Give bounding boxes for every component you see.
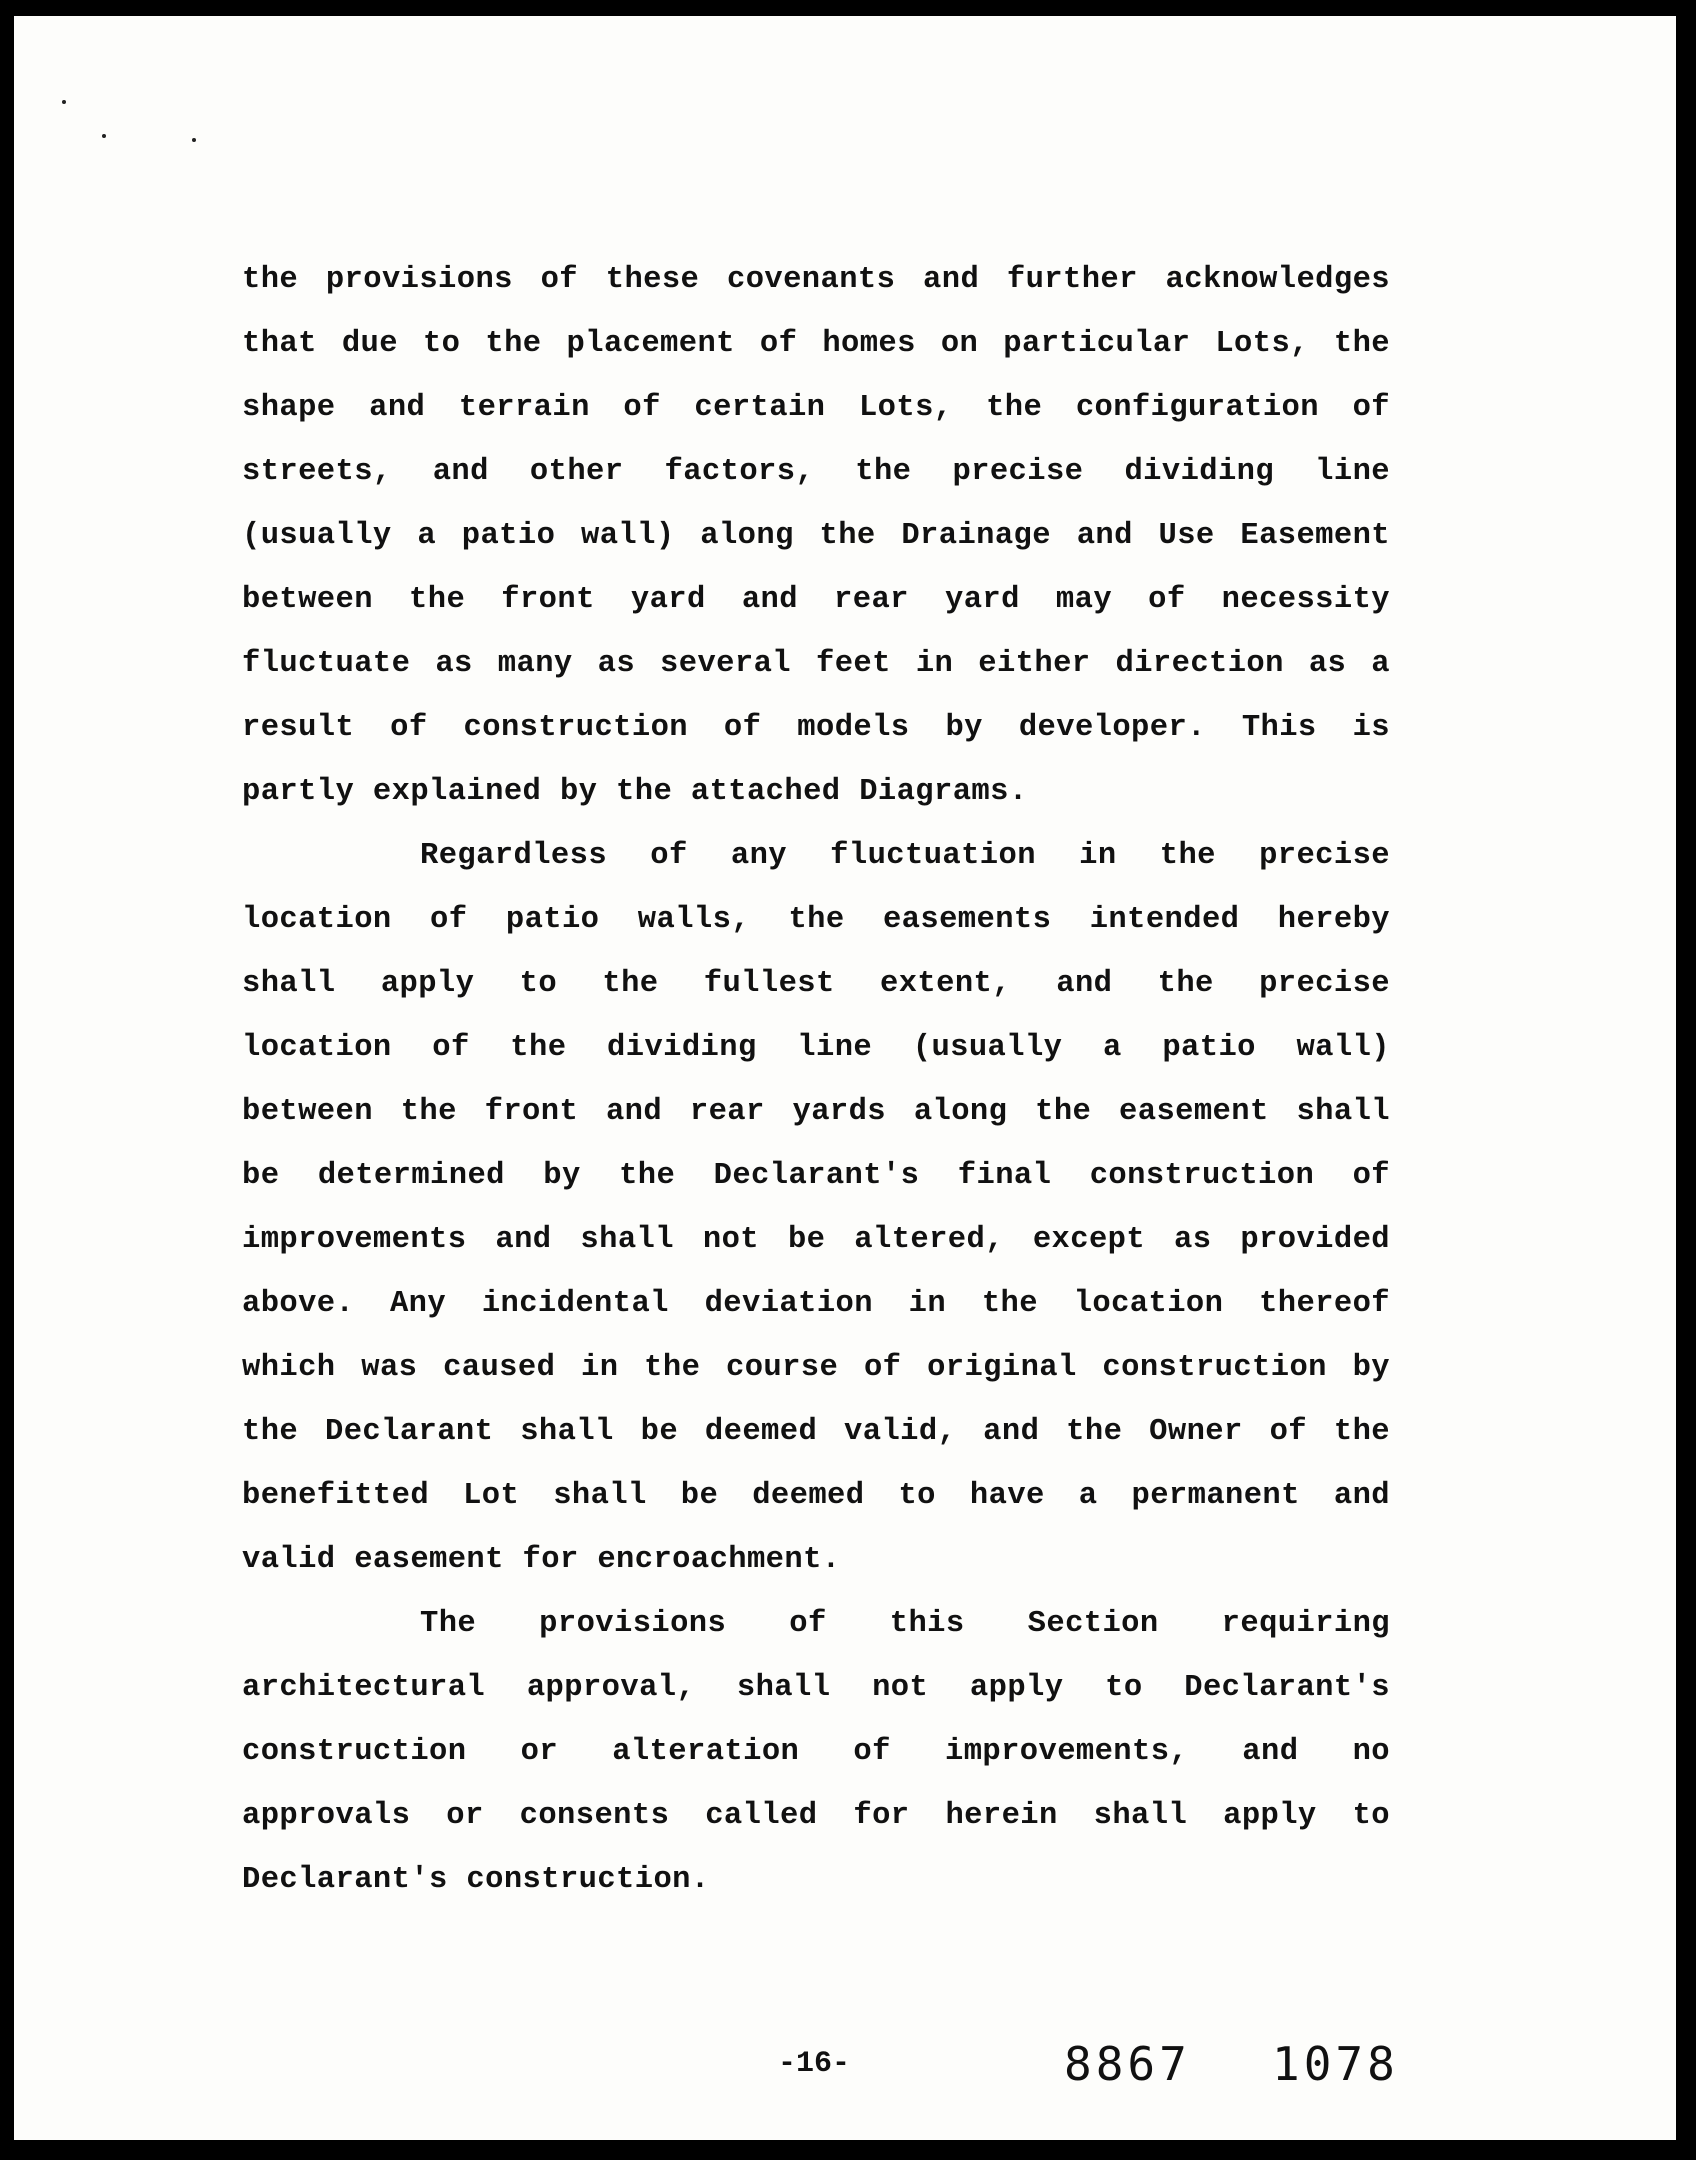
text-line: between the front yard and rear yard may of necessity (242, 583, 1390, 617)
text-line: construction or alteration of improvements, and no (242, 1735, 1390, 1769)
recording-page-number: 1078 (1272, 2037, 1399, 2091)
page-number: -16- (778, 2047, 851, 2081)
text-line: The provisions of this Section requiring (420, 1607, 1390, 1641)
text-line: which was caused in the course of original construction by (242, 1351, 1390, 1385)
text-line: be determined by the Declarant's final construction of (242, 1159, 1390, 1193)
text-line: benefitted Lot shall be deemed to have a permanent and (242, 1479, 1390, 1513)
text-line: (usually a patio wall) along the Drainage and Use Easement (242, 519, 1390, 553)
text-line: the provisions of these covenants and further acknowledges (242, 263, 1390, 297)
text-line: location of patio walls, the easements intended hereby (242, 903, 1390, 937)
text-line: partly explained by the attached Diagrams. (242, 775, 1028, 809)
text-line: approvals or consents called for herein shall apply to (242, 1799, 1390, 1833)
text-line: fluctuate as many as several feet in either direction as a (242, 647, 1390, 681)
paragraph (242, 1592, 1390, 1912)
scan-speck (102, 134, 106, 138)
text-line: valid easement for encroachment. (242, 1543, 841, 1577)
text-line: that due to the placement of homes on particular Lots, the (242, 327, 1390, 361)
document-body (242, 248, 1390, 1912)
text-line: architectural approval, shall not apply to Declarant's (242, 1671, 1390, 1705)
text-line: between the front and rear yards along the easement shall (242, 1095, 1390, 1129)
text-line: result of construction of models by developer. This is (242, 711, 1390, 745)
text-line: Regardless of any fluctuation in the precise (420, 839, 1390, 873)
text-line: the Declarant shall be deemed valid, and the Owner of the (242, 1415, 1390, 1449)
text-line: shape and terrain of certain Lots, the configuration of (242, 391, 1390, 425)
recording-book-number: 8867 (1064, 2037, 1191, 2091)
text-line: shall apply to the fullest extent, and the precise (242, 967, 1390, 1001)
paragraph (242, 824, 1390, 1592)
text-line: streets, and other factors, the precise dividing line (242, 455, 1390, 489)
scan-speck (62, 100, 66, 104)
text-line: improvements and shall not be altered, except as provided (242, 1223, 1390, 1257)
scan-speck (192, 138, 196, 142)
text-line: above. Any incidental deviation in the location thereof (242, 1287, 1390, 1321)
text-line: location of the dividing line (usually a patio wall) (242, 1031, 1390, 1065)
paragraph (242, 248, 1390, 824)
text-line: Declarant's construction. (242, 1863, 710, 1897)
